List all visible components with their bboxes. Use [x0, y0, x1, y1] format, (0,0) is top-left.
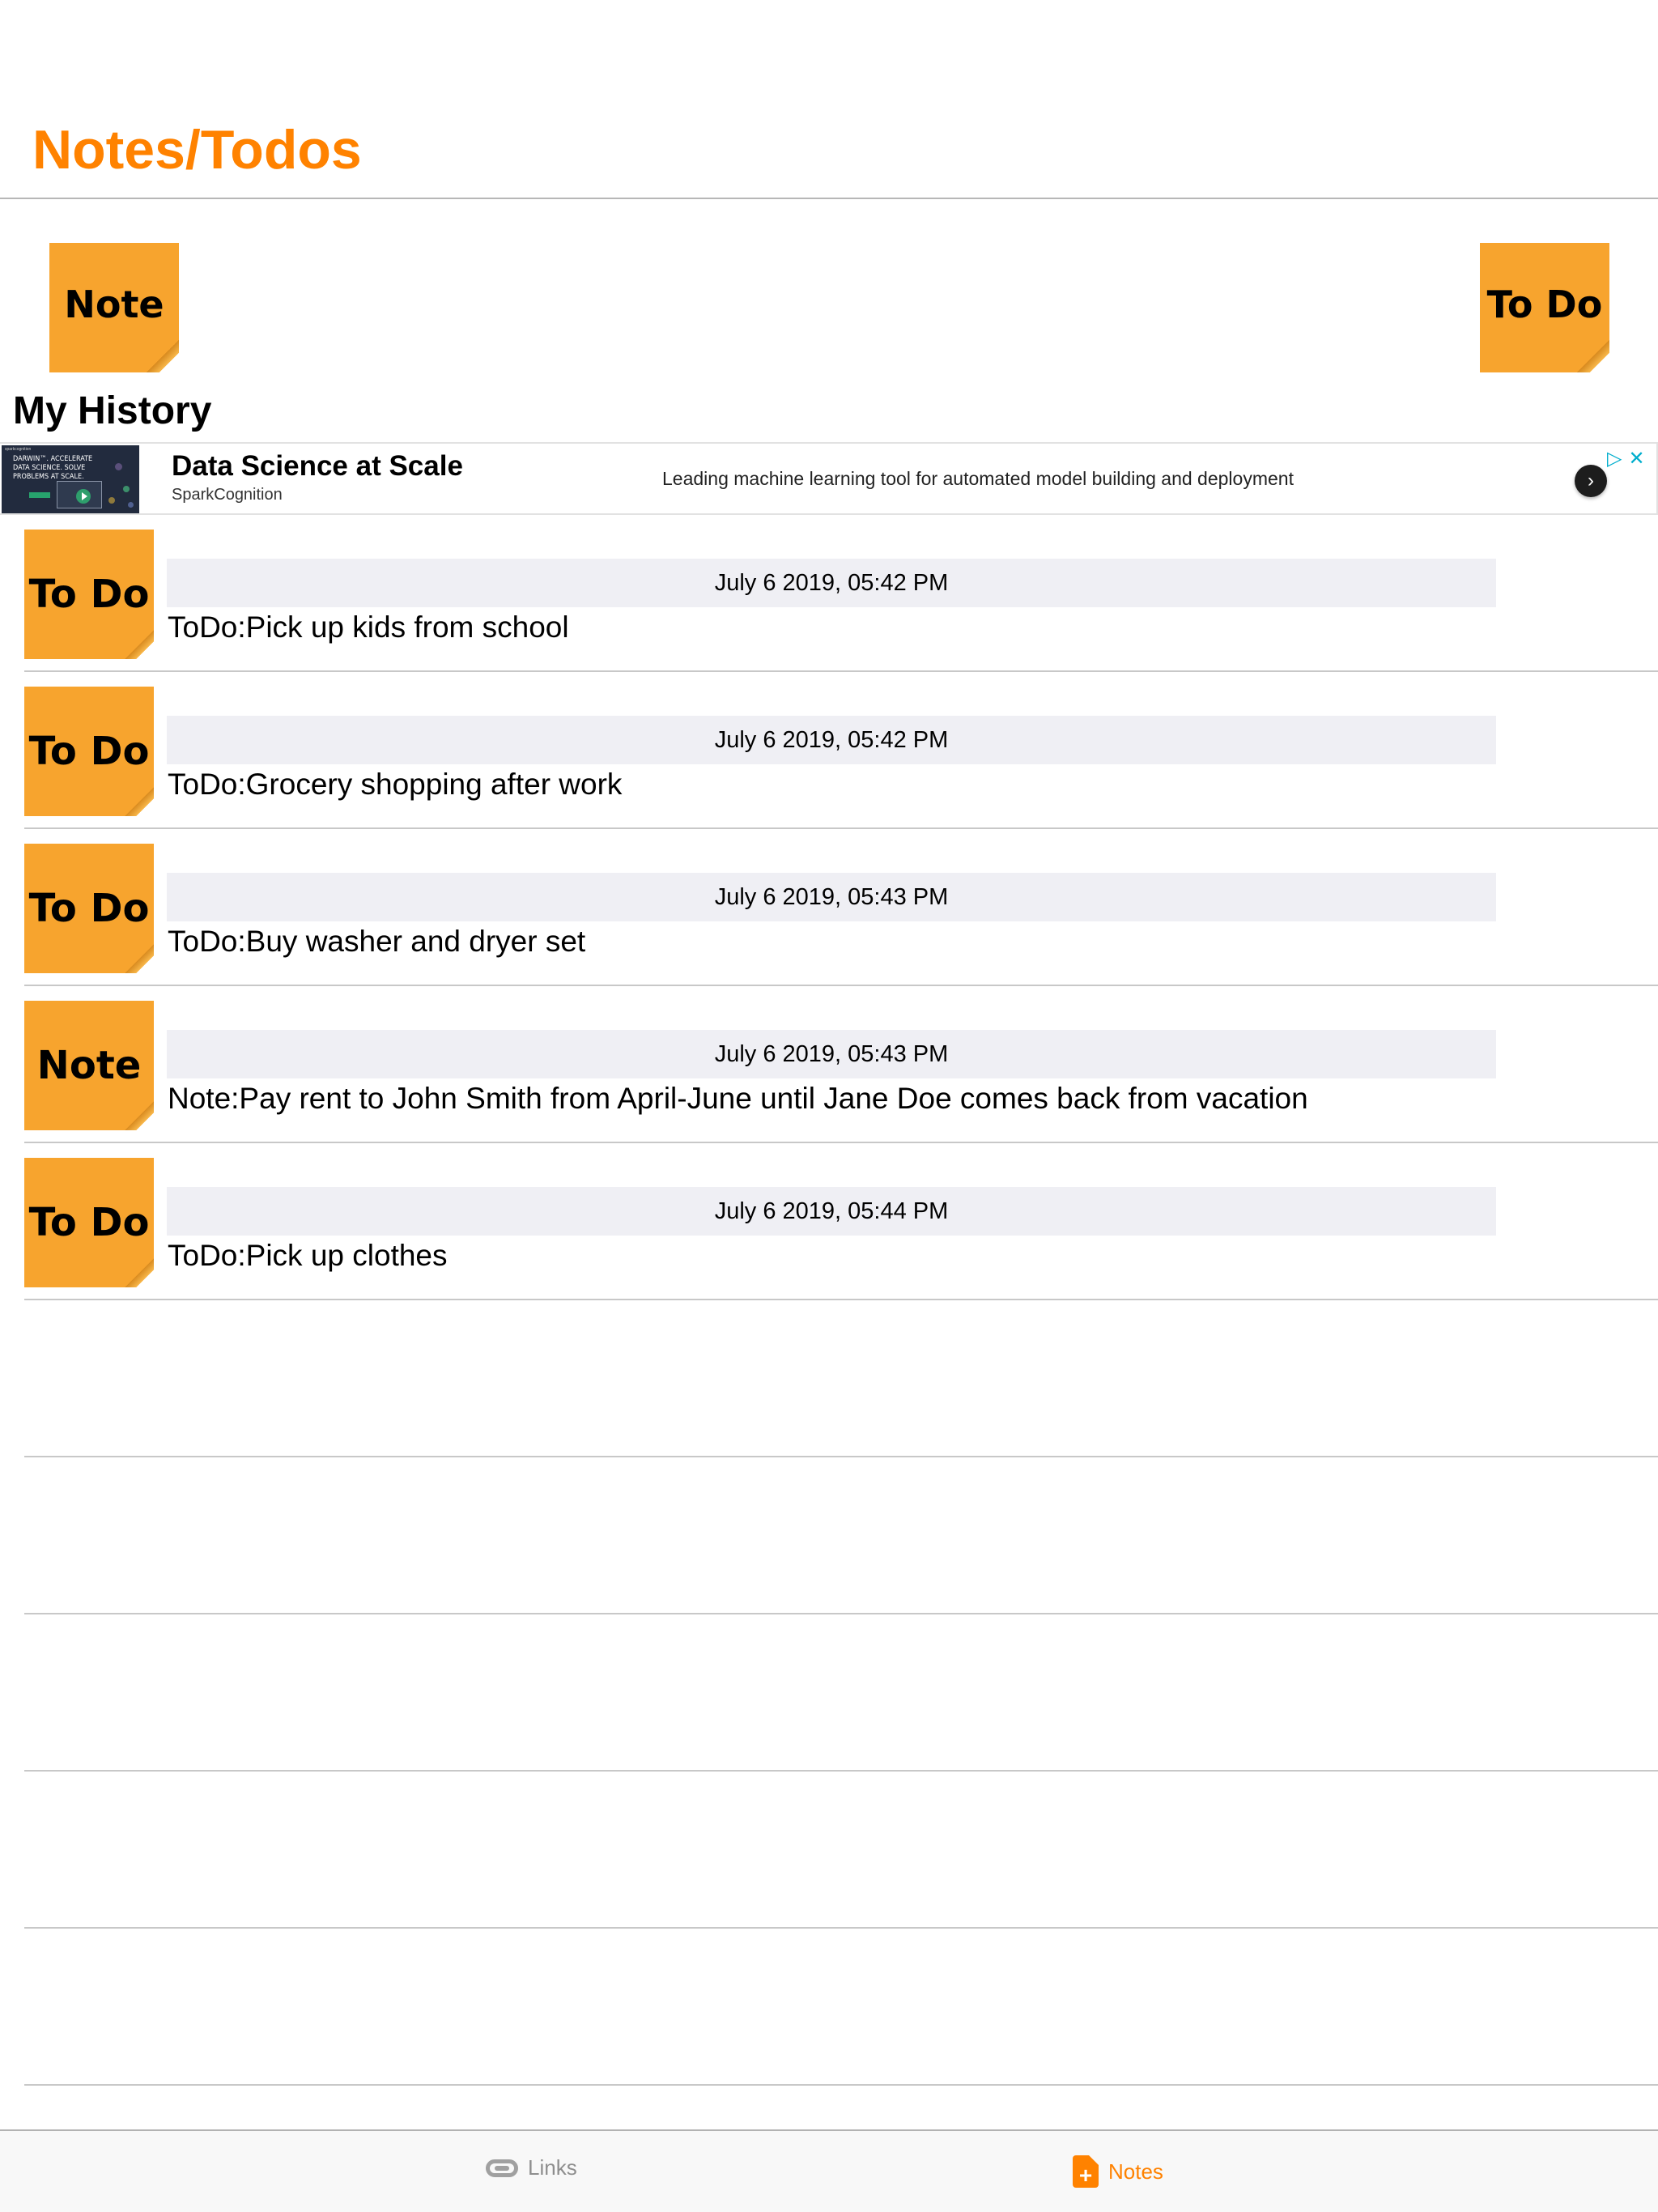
new-todo-button[interactable]	[1480, 243, 1609, 372]
tab-bar	[0, 2129, 1658, 2212]
adchoices-icon[interactable]: ▷	[1607, 448, 1622, 470]
empty-row	[0, 1772, 1658, 1929]
item-type-label: To Do	[28, 886, 150, 931]
history-heading: My History	[13, 389, 212, 432]
ad-thumbnail[interactable]	[2, 445, 139, 513]
item-text: ToDo:Grocery shopping after work	[168, 768, 623, 801]
history-list	[0, 515, 1658, 2086]
tab-links[interactable]	[486, 2155, 577, 2180]
chevron-right-icon: ›	[1588, 470, 1594, 491]
new-note-button[interactable]	[49, 243, 179, 372]
item-text: Note:Pay rent to John Smith from April-June until Jane Doe comes back from vacation	[168, 1082, 1308, 1115]
ad-thumb-logo: sparkcognition	[5, 447, 32, 452]
item-timestamp: July 6 2019, 05:44 PM	[167, 1187, 1496, 1236]
ad-description: Leading machine learning tool for automated model building and deployment	[662, 468, 1294, 489]
item-type-label: To Do	[28, 572, 150, 617]
ad-title[interactable]: Data Science at Scale	[172, 450, 463, 482]
row-divider	[24, 2084, 1658, 2086]
item-timestamp: July 6 2019, 05:42 PM	[167, 559, 1496, 607]
item-text: ToDo:Buy washer and dryer set	[168, 925, 586, 958]
item-timestamp: July 6 2019, 05:43 PM	[167, 873, 1496, 921]
item-timestamp: July 6 2019, 05:43 PM	[167, 1030, 1496, 1078]
page-curl-icon	[1577, 340, 1609, 372]
link-icon	[486, 2159, 518, 2177]
item-type-label: To Do	[28, 729, 150, 774]
ad-banner[interactable]	[0, 442, 1658, 515]
list-item[interactable]	[0, 829, 1658, 986]
empty-row	[0, 1614, 1658, 1772]
battery-icon	[1608, 9, 1642, 27]
status-date: Sat Jul 6	[115, 5, 204, 30]
ad-advertiser: SparkCognition	[172, 486, 283, 504]
ad-open-button[interactable]	[1575, 465, 1607, 497]
page-curl-icon	[147, 340, 179, 372]
decor-dot	[115, 463, 122, 470]
item-type-label: To Do	[28, 1200, 150, 1245]
note-add-icon: +	[1073, 2155, 1099, 2188]
ad-thumb-watch-button	[29, 492, 50, 498]
ad-close-icon[interactable]: ✕	[1628, 448, 1645, 470]
item-timestamp: July 6 2019, 05:42 PM	[167, 716, 1496, 764]
page-curl-icon	[125, 787, 154, 816]
ad-thumb-text: DARWIN™. ACCELERATE DATA SCIENCE. SOLVE PROBLEMS AT SCALE.	[13, 455, 93, 481]
list-item[interactable]	[0, 515, 1658, 672]
todo-sticky-icon	[24, 844, 154, 973]
empty-row	[0, 1929, 1658, 2086]
play-icon	[76, 489, 91, 504]
tab-notes[interactable]	[1073, 2155, 1163, 2188]
header-divider	[0, 198, 1658, 199]
page-title: Notes/Todos	[32, 119, 362, 181]
tab-links-label: Links	[528, 2155, 577, 2180]
decor-dot	[123, 486, 130, 492]
list-item[interactable]	[0, 1143, 1658, 1300]
list-item[interactable]	[0, 986, 1658, 1143]
item-type-label: Note	[36, 1043, 142, 1088]
list-item[interactable]	[0, 672, 1658, 829]
tab-notes-label: Notes	[1108, 2159, 1163, 2184]
new-note-label: Note	[64, 283, 164, 326]
item-text: ToDo:Pick up kids from school	[168, 610, 569, 644]
page-curl-icon	[125, 630, 154, 659]
battery-percent: 100%	[1538, 5, 1596, 30]
empty-row	[0, 1300, 1658, 1457]
note-sticky-icon	[24, 1001, 154, 1130]
item-text: ToDo:Pick up clothes	[168, 1239, 448, 1272]
status-time: 5:44 PM	[11, 5, 96, 30]
empty-row	[0, 1457, 1658, 1614]
page-curl-icon	[125, 944, 154, 973]
decor-dot	[128, 502, 134, 508]
page-curl-icon	[125, 1101, 154, 1130]
todo-sticky-icon	[24, 687, 154, 816]
decor-dot	[108, 497, 115, 504]
new-todo-label: To Do	[1486, 283, 1603, 326]
wifi-icon	[1503, 5, 1527, 31]
page-curl-icon	[125, 1258, 154, 1287]
todo-sticky-icon	[24, 1158, 154, 1287]
todo-sticky-icon	[24, 530, 154, 659]
status-bar	[0, 0, 1658, 32]
